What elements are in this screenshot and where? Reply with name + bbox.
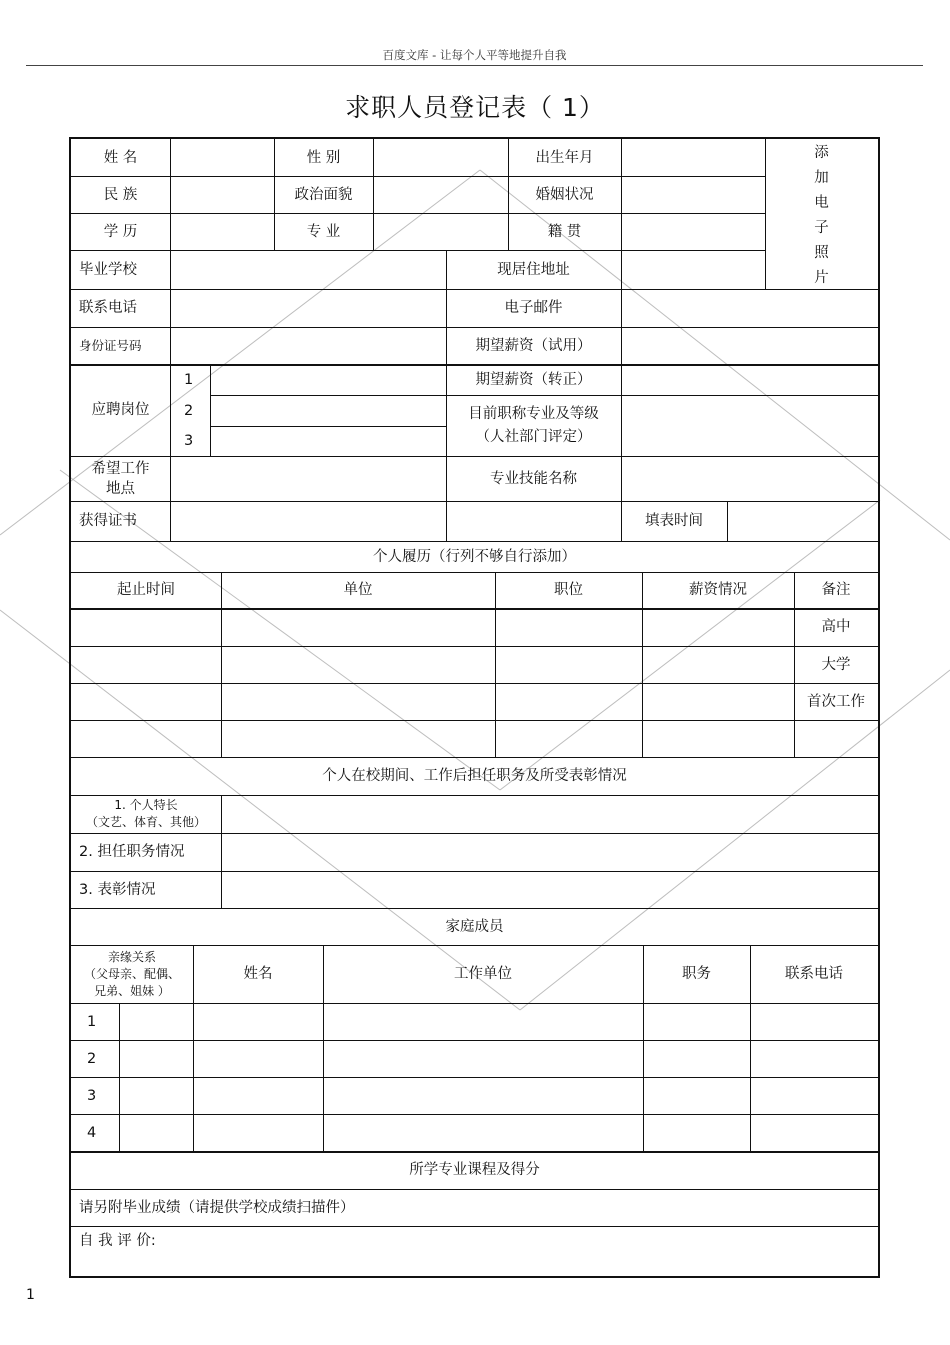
family-section-title: 家庭成员	[445, 918, 504, 935]
family-col-relation: 亲缘关系 （父母亲、配偶、 兄弟、姐妹 ）	[83, 949, 180, 998]
courses-section-title: 所学专业课程及得分	[409, 1162, 540, 1178]
label-birth: 出生年月	[535, 149, 594, 166]
position-number-3: 3	[184, 433, 194, 449]
input-position-1[interactable]	[210, 364, 446, 395]
photo-placeholder[interactable]	[765, 139, 878, 289]
resume-col-remarks: 备注	[821, 582, 851, 598]
input-salary-trial[interactable]	[621, 327, 878, 364]
input-title-level[interactable]	[621, 395, 878, 456]
label-skill-name: 专业技能名称	[490, 470, 577, 487]
label-ethnicity: 民 族	[103, 186, 138, 203]
resume-col-position: 职位	[554, 582, 583, 598]
input-marital[interactable]	[621, 176, 765, 213]
input-work-location[interactable]	[170, 456, 446, 501]
label-address: 现居住地址	[497, 261, 570, 278]
input-talents[interactable]	[221, 795, 878, 833]
label-gender: 性 别	[306, 149, 341, 166]
resume-remark-4	[794, 720, 878, 757]
page-number: 1	[26, 1287, 35, 1303]
label-email: 电子邮件	[504, 300, 563, 316]
input-native-place[interactable]	[621, 213, 765, 250]
photo-label: 添加电子照片	[814, 145, 829, 286]
family-col-employer: 工作单位	[454, 966, 512, 982]
self-evaluation-input[interactable]	[71, 1256, 878, 1276]
input-school[interactable]	[170, 250, 446, 289]
resume-remark-1: 高中	[821, 619, 851, 635]
input-email[interactable]	[621, 289, 878, 327]
label-marital: 婚姻状况	[535, 186, 594, 203]
family-number-4: 4	[87, 1124, 97, 1141]
label-phone: 联系电话	[79, 300, 137, 316]
label-position: 应聘岗位	[91, 402, 150, 418]
input-major[interactable]	[373, 213, 508, 250]
position-number-2: 2	[184, 402, 194, 419]
input-salary-regular[interactable]	[621, 364, 878, 395]
label-id-number: 身份证号码	[79, 337, 142, 353]
input-skill-name[interactable]	[621, 456, 878, 501]
input-phone[interactable]	[170, 289, 446, 327]
header-divider	[26, 65, 923, 66]
registration-form	[69, 137, 880, 1278]
family-col-phone: 联系电话	[785, 966, 843, 982]
honors-label-duties: 2. 担任职务情况	[79, 844, 185, 860]
label-school: 毕业学校	[79, 261, 137, 278]
honors-label-awards: 3. 表彰情况	[79, 881, 156, 898]
label-salary-trial: 期望薪资（试用）	[475, 337, 592, 354]
resume-col-company: 单位	[343, 582, 373, 598]
family-number-2: 2	[87, 1050, 97, 1067]
input-political[interactable]	[373, 176, 508, 213]
form-title: 求职人员登记表（ 1）	[345, 93, 605, 122]
document-header: 百度文库 - 让每个人平等地提升自我	[382, 48, 567, 62]
courses-note: 请另附毕业成绩（请提供学校成绩扫描件）	[79, 1199, 355, 1216]
family-col-name: 姓名	[243, 966, 273, 982]
family-col-duty: 职务	[682, 966, 711, 982]
family-number-1: 1	[87, 1013, 97, 1030]
label-title-level: 目前职称专业及等级 （人社部门评定）	[468, 405, 599, 445]
resume-section-title: 个人履历（行列不够自行添加）	[373, 548, 576, 565]
label-major: 专 业	[306, 223, 341, 240]
honors-label-talents: 1. 个人特长 （文艺、体育、其他）	[85, 798, 206, 829]
label-native-place: 籍 贯	[547, 223, 582, 240]
input-duties[interactable]	[221, 833, 878, 871]
input-birth[interactable]	[621, 139, 765, 176]
resume-remark-2: 大学	[821, 656, 851, 673]
resume-col-period: 起止时间	[117, 582, 175, 598]
input-fill-time[interactable]	[727, 501, 878, 541]
input-name[interactable]	[170, 139, 274, 176]
resume-remark-3: 首次工作	[807, 693, 865, 710]
resume-col-salary: 薪资情况	[689, 582, 747, 598]
label-political: 政治面貌	[294, 186, 353, 203]
label-education: 学 历	[103, 223, 138, 240]
label-fill-time: 填表时间	[645, 513, 703, 529]
label-salary-regular: 期望薪资（转正）	[475, 371, 592, 388]
input-ethnicity[interactable]	[170, 176, 274, 213]
family-number-3: 3	[87, 1087, 97, 1104]
label-name: 姓 名	[103, 149, 138, 166]
input-id-number[interactable]	[170, 327, 446, 364]
input-education[interactable]	[170, 213, 274, 250]
label-work-location: 希望工作 地点	[91, 460, 150, 497]
self-evaluation-label: 自 我 评 价:	[79, 1233, 156, 1249]
input-address[interactable]	[621, 250, 765, 289]
label-certificates: 获得证书	[79, 513, 137, 529]
honors-section-title: 个人在校期间、工作后担任职务及所受表彰情况	[322, 768, 627, 784]
input-certificates[interactable]	[170, 501, 621, 541]
input-position-2[interactable]	[210, 395, 446, 426]
input-awards[interactable]	[221, 871, 878, 908]
input-position-3[interactable]	[210, 426, 446, 456]
input-gender[interactable]	[373, 139, 508, 176]
position-number-1: 1	[184, 371, 194, 388]
